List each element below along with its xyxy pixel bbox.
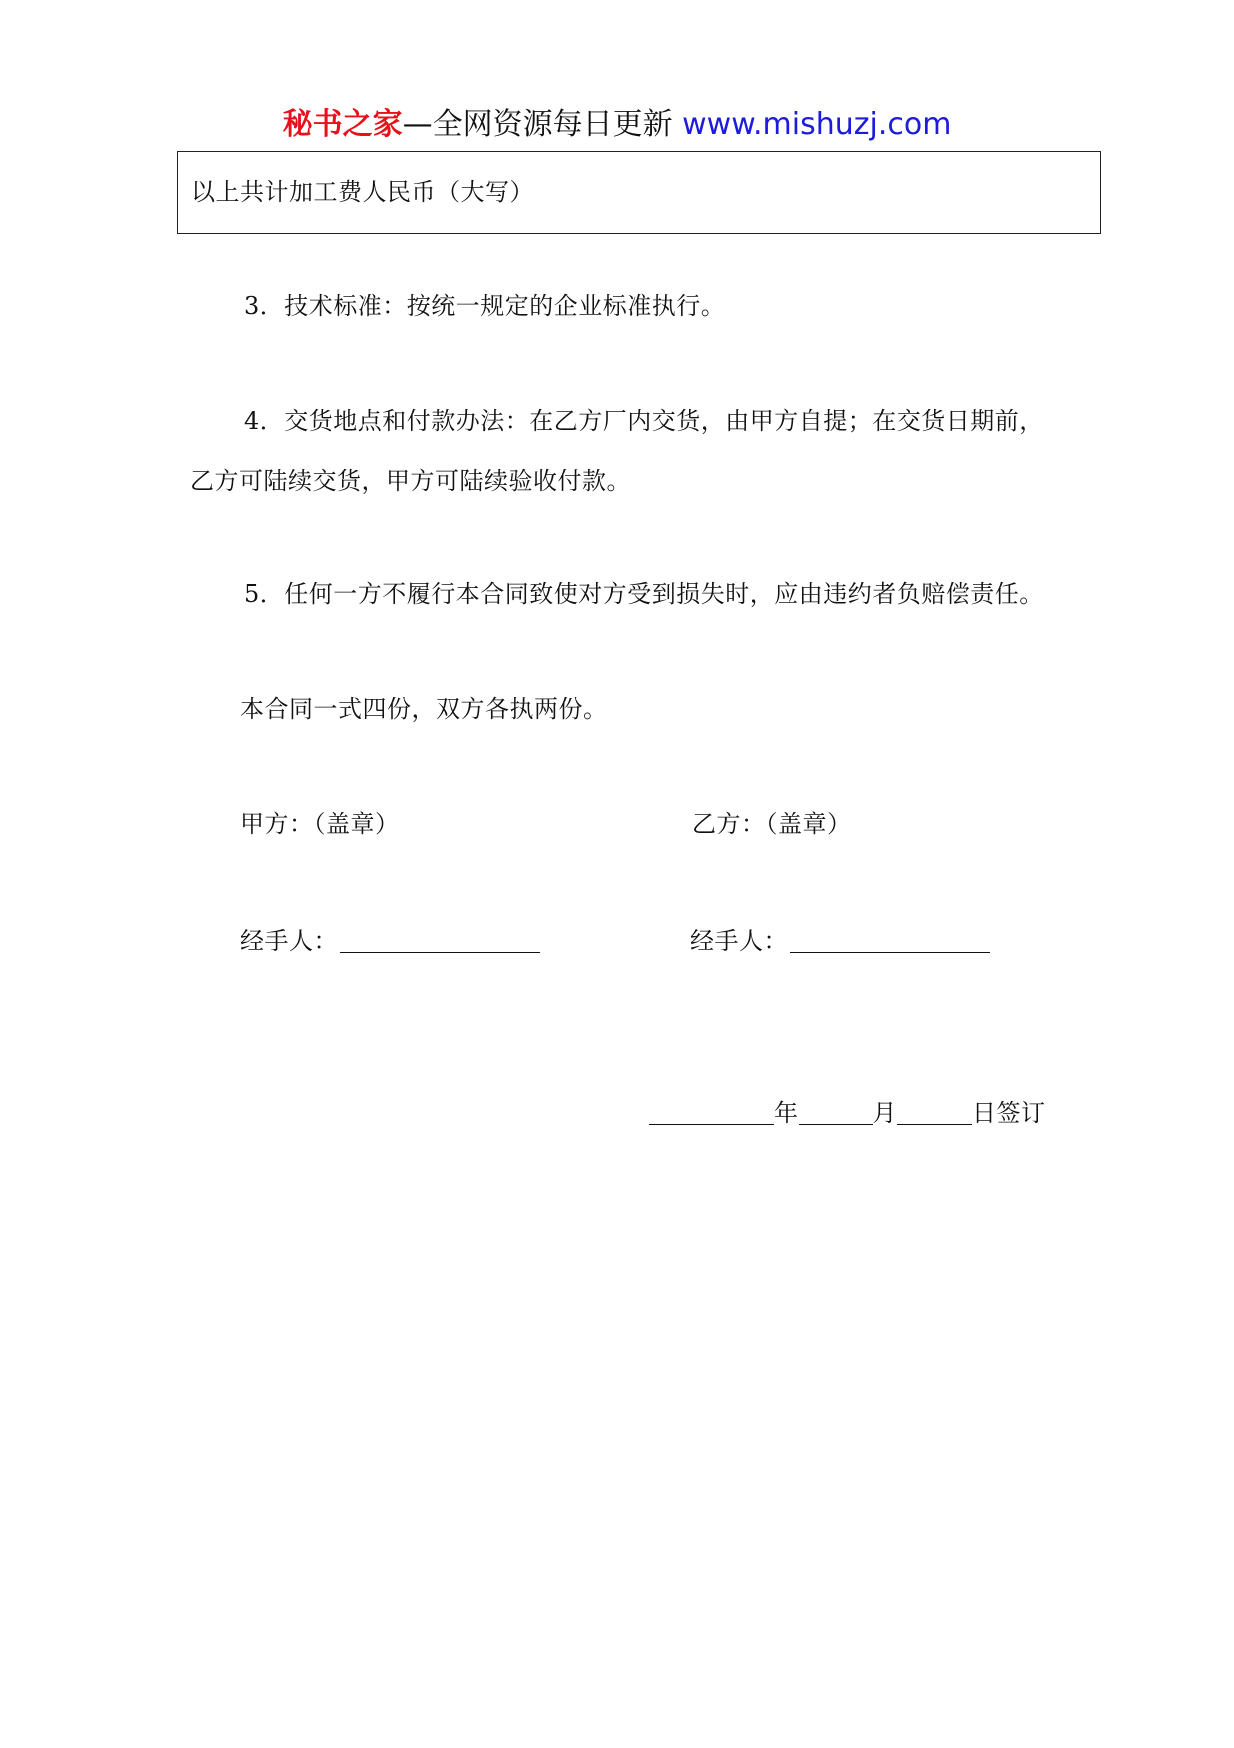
clause-3: 3．技术标准：按统一规定的企业标准执行。: [244, 292, 726, 320]
site-header: [0, 107, 1234, 143]
month-blank-line: [799, 1102, 873, 1125]
fee-total-box: [177, 151, 1101, 234]
header-tagline: —全网资源每日更新: [402, 107, 683, 142]
clause-5: 5．任何一方不履行本合同致使对方受到损失时，应由违约者负赔偿责任。: [244, 580, 1044, 608]
party-a-seal: 甲方：（盖章）: [240, 810, 400, 838]
header-url-link[interactable]: www.mishuzj.com: [682, 107, 952, 142]
month-label: 月: [872, 1099, 897, 1127]
handler-b-row: [690, 929, 990, 953]
year-label: 年: [774, 1099, 799, 1127]
day-blank-line: [897, 1102, 972, 1125]
signing-date-row: [649, 1101, 1046, 1125]
copies-note: 本合同一式四份，双方各执两份。: [240, 695, 608, 723]
handler-a-blank-line: [340, 930, 540, 953]
fee-total-label: 以上共计加工费人民币（大写）: [191, 178, 534, 206]
party-b-seal: 乙方：（盖章）: [692, 810, 852, 838]
day-signed-label: 日签订: [972, 1099, 1046, 1127]
handler-a-label: 经手人：: [240, 927, 338, 955]
clause-4-line-1: 4．交货地点和付款办法：在乙方厂内交货，由甲方自提；在交货日期前，: [244, 407, 1044, 435]
handler-b-label: 经手人：: [690, 927, 788, 955]
handler-b-blank-line: [790, 930, 990, 953]
handler-a-row: [240, 929, 540, 953]
clause-4-line-2: 乙方可陆续交货，甲方可陆续验收付款。: [190, 467, 631, 495]
year-blank-line: [649, 1102, 774, 1125]
header-brand: 秘书之家: [282, 107, 403, 142]
